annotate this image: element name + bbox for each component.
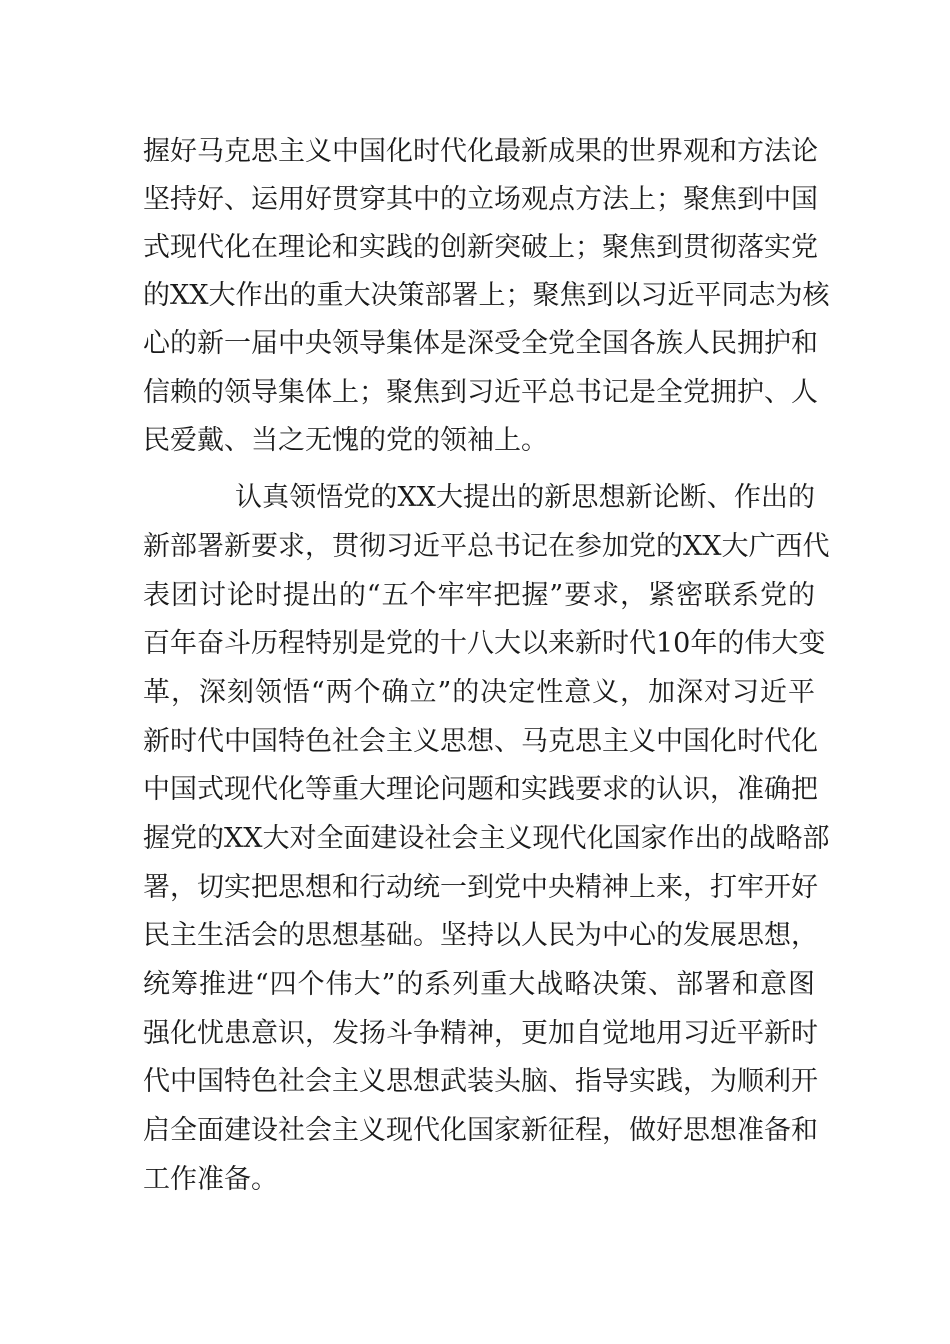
paragraph-1-line: 民爱戴、当之无愧的党的领袖上。 [143, 425, 548, 456]
paragraph-2-line: 新时代中国特色社会主义思想、马克思主义中国化时代化 [143, 726, 818, 757]
paragraph-1-line: 的XX大作出的重大决策部署上；聚焦到以习近平同志为核 [143, 280, 830, 311]
paragraph-2-line: 表团讨论时提出的“五个牢牢把握”要求，紧密联系党的 [143, 580, 815, 611]
paragraph-2-line: 启全面建设社会主义现代化国家新征程，做好思想准备和 [143, 1115, 818, 1146]
paragraph-2-line: 革，深刻领悟“两个确立”的决定性意义，加深对习近平 [143, 677, 815, 708]
paragraph-2-line: 民主生活会的思想基础。坚持以人民为中心的发展思想， [143, 920, 818, 951]
paragraph-2-line: 认真领悟党的XX大提出的新思想新论断、作出的 [235, 482, 815, 513]
paragraph-2-line: 工作准备。 [143, 1164, 278, 1195]
paragraph-2-line: 新部署新要求，贯彻习近平总书记在参加党的XX大广西代 [143, 531, 830, 562]
paragraph-1-line: 信赖的领导集体上；聚焦到习近平总书记是全党拥护、人 [143, 377, 818, 408]
paragraph-2-line: 百年奋斗历程特别是党的十八大以来新时代10年的伟大变 [143, 628, 826, 659]
paragraph-2-line: 中国式现代化等重大理论问题和实践要求的认识，准确把 [143, 774, 818, 805]
paragraph-2-line: 握党的XX大对全面建设社会主义现代化国家作出的战略部 [143, 823, 830, 854]
paragraph-2-line: 代中国特色社会主义思想武装头脑、指导实践，为顺利开 [143, 1066, 818, 1097]
paragraph-2-line: 署，切实把思想和行动统一到党中央精神上来，打牢开好 [143, 872, 818, 903]
paragraph-1-line: 坚持好、运用好贯穿其中的立场观点方法上；聚焦到中国 [143, 184, 818, 215]
paragraph-2-line: 强化忧患意识，发扬斗争精神，更加自觉地用习近平新时 [143, 1018, 818, 1049]
paragraph-2-line: 统筹推进“四个伟大”的系列重大战略决策、部署和意图 [143, 969, 815, 1000]
paragraph-1-line: 心的新一届中央领导集体是深受全党全国各族人民拥护和 [143, 328, 818, 359]
paragraph-1-line: 式现代化在理论和实践的创新突破上；聚焦到贯彻落实党 [143, 232, 818, 263]
paragraph-1-line: 握好马克思主义中国化时代化最新成果的世界观和方法论 [143, 136, 818, 167]
